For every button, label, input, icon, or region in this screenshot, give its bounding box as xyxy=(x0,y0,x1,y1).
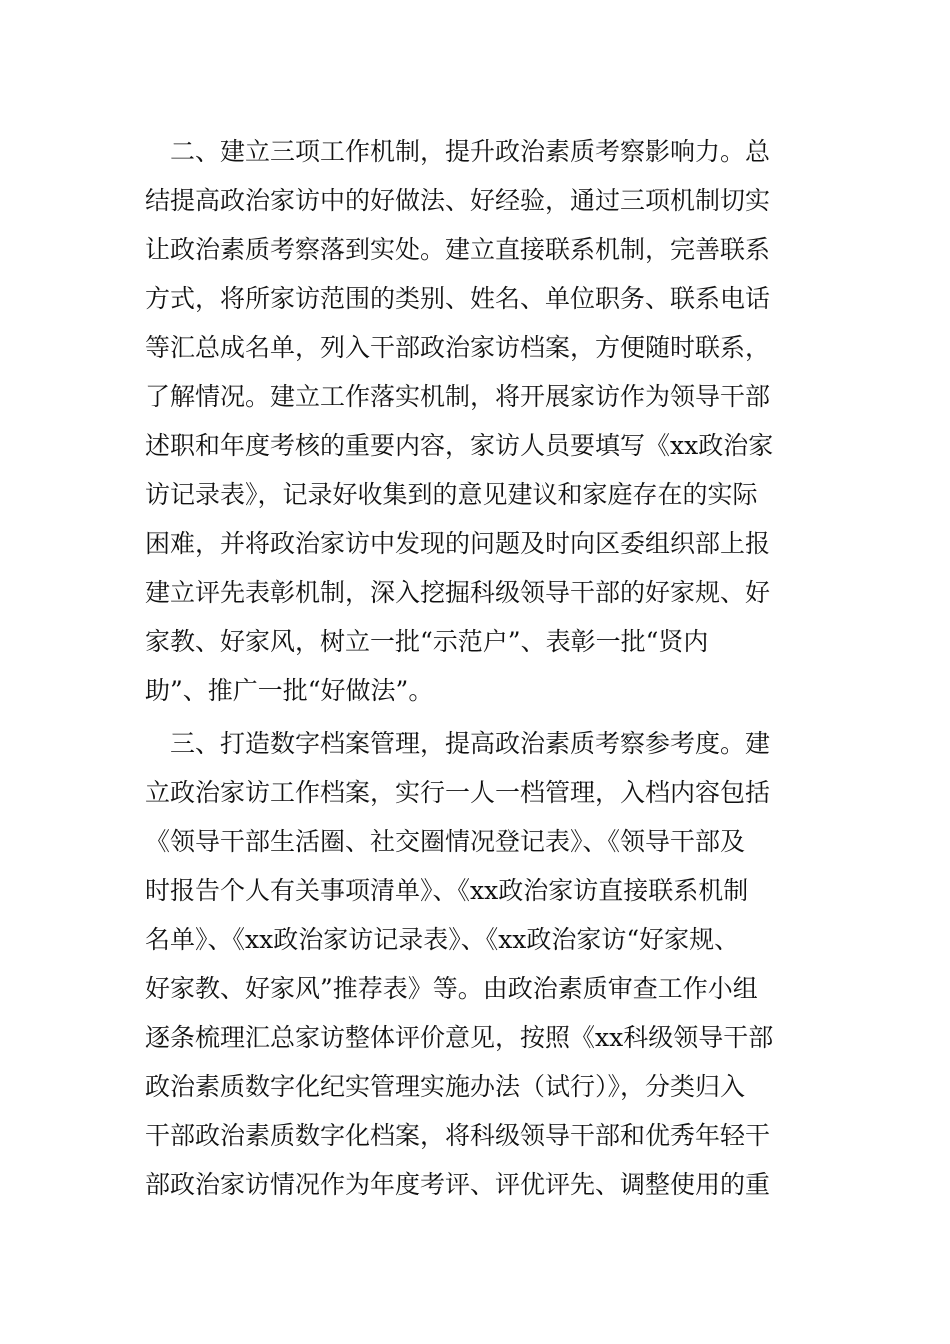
text-line: 等汇总成名单，列入干部政治家访档案，方便随时联系， xyxy=(145,333,771,362)
text-line: 了解情况。建立工作落实机制，将开展家访作为领导干部 xyxy=(145,382,771,411)
text-line: 方式，将所家访范围的类别、姓名、单位职务、联系电话 xyxy=(145,284,771,313)
text-line: 三、打造数字档案管理，提高政治素质考察参考度。建 xyxy=(145,729,771,758)
text-line: 建立评先表彰机制，深入挖掘科级领导干部的好家规、好 xyxy=(145,578,771,607)
text-line: 访记录表》，记录好收集到的意见建议和家庭存在的实际 xyxy=(145,480,758,509)
text-line: 干部政治素质数字化档案，将科级领导干部和优秀年轻干 xyxy=(145,1121,771,1150)
text-line: 政治素质数字化纪实管理实施办法（试行）》，分类归入 xyxy=(145,1072,746,1101)
text-line: 逐条梳理汇总家访整体评价意见，按照《xx科级领导干部 xyxy=(145,1023,774,1052)
text-line: 结提高政治家访中的好做法、好经验，通过三项机制切实 xyxy=(145,186,771,215)
text-line: 时报告个人有关事项清单》、《xx政治家访直接联系机制 xyxy=(145,876,749,905)
text-line: 《领导干部生活圈、社交圈情况登记表》、《领导干部及 xyxy=(145,827,746,856)
text-line: 名单》、《xx政治家访记录表》、《xx政治家访“好家规、 xyxy=(145,925,740,954)
text-line: 困难，并将政治家访中发现的问题及时向区委组织部上报 xyxy=(145,529,771,558)
text-line: 助”、推广一批“好做法”。 xyxy=(145,676,434,705)
text-line: 家教、好家风，树立一批“示范户”、表彰一批“贤内 xyxy=(145,627,709,656)
text-line: 好家教、好家风”推荐表》等。由政治素质审查工作小组 xyxy=(145,974,758,1003)
text-line: 述职和年度考核的重要内容，家访人员要填写《xx政治家 xyxy=(145,431,774,460)
text-line: 立政治家访工作档案，实行一人一档管理，入档内容包括 xyxy=(145,778,771,807)
text-line: 二、建立三项工作机制，提升政治素质考察影响力。总 xyxy=(145,137,771,166)
text-line: 部政治家访情况作为年度考评、评优评先、调整使用的重 xyxy=(145,1170,771,1199)
text-line: 让政治素质考察落到实处。建立直接联系机制，完善联系 xyxy=(145,235,771,264)
